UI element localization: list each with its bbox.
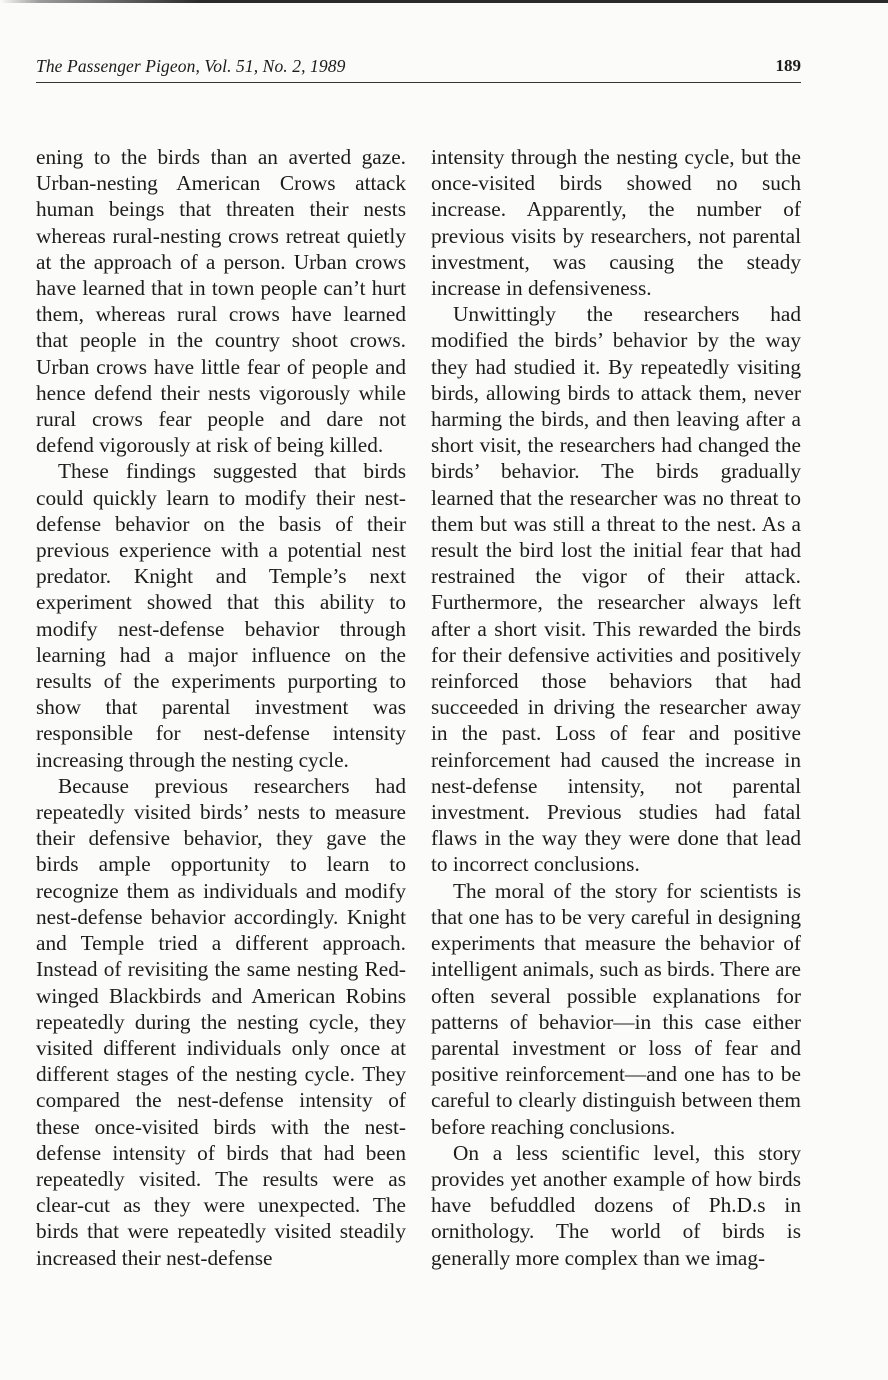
paragraph: On a less scientific level, this story provides yet another example of how birds have befuddled dozens of Ph.D.s in ornithology. The world of birds is generally more complex than we imag- (431, 1140, 801, 1270)
paragraph: The moral of the story for scientists is that one has to be very careful in designing experiments that measure the behavior of intelligent animals, such as birds. There are often several possible explanations for patterns of behavior—in this case either parental investment or loss of fear and positive reinforcement—and one has to be careful to clearly distinguish between them before reaching conclusions. (431, 878, 801, 1139)
paragraph: Because previous researchers had repeatedly visited birds’ nests to measure their defensive behavior, they gave the birds ample opportunity to learn to recognize them as individuals and modify nest-defense behavior accordingly. Knight and Temple tried a different approach. Instead of revisiting the same nesting Red-winged Blackbirds and American Robins repeatedly during the nesting cycle, they visited different individuals only once at different stages of the nesting cycle. They compared the nest-defense intensity of these once-visited birds with the nest-defense intensity of birds that had been repeatedly visited. The results were as clear-cut as they were unexpected. The birds that were repeatedly visited steadily increased their nest-defense (36, 773, 406, 1270)
paragraph: ening to the birds than an averted gaze. Urban-nesting American Crows attack human beings that threaten their nests whereas rural-nesting crows retreat quietly at the approach of a person. Urban crows have learned that in town people can’t hurt them, whereas rural crows have learned that people in the country shoot crows. Urban crows have little fear of people and hence defend their nests vigorously while rural crows fear people and dare not defend vigorously at risk of being killed. (36, 145, 406, 458)
right-column (431, 144, 801, 1271)
top-rule (0, 0, 888, 3)
paragraph: Unwittingly the researchers had modified the birds’ behavior by the way they had studied it. By repeatedly visiting birds, allowing birds to attack them, never harming the birds, and then leaving after a short visit, the researchers had changed the birds’ behavior. The birds gradually learned that the researcher was no threat to them but was still a threat to the nest. As a result the bird lost the initial fear that had restrained the vigor of their attack. Furthermore, the researcher always left after a short visit. This rewarded the birds for their defensive activities and positively reinforced those behaviors that had succeeded in driving the researcher away in the past. Loss of fear and positive reinforcement had caused the increase in nest-defense intensity, not parental investment. Previous studies had fatal flaws in the way they were done that lead to incorrect conclusions. (431, 302, 801, 877)
running-header (36, 56, 801, 83)
page-number: 189 (775, 56, 801, 75)
journal-citation: The Passenger Pigeon, Vol. 51, No. 2, 1989 (36, 56, 346, 76)
paragraph: These findings suggested that birds could quickly learn to modify their nest-defense behavior on the basis of their previous experience with a potential nest predator. Knight and Temple’s next experiment showed that this ability to modify nest-defense behavior through learning had a major influence on the results of the experiments purporting to show that parental investment was responsible for nest-defense intensity increasing through the nesting cycle. (36, 459, 406, 772)
left-column (36, 144, 406, 1271)
paragraph: intensity through the nesting cycle, but the once-visited birds showed no such increase. Apparently, the number of previous visits by researchers, not parental investment, was causing the steady increase in defensiveness. (431, 145, 801, 301)
